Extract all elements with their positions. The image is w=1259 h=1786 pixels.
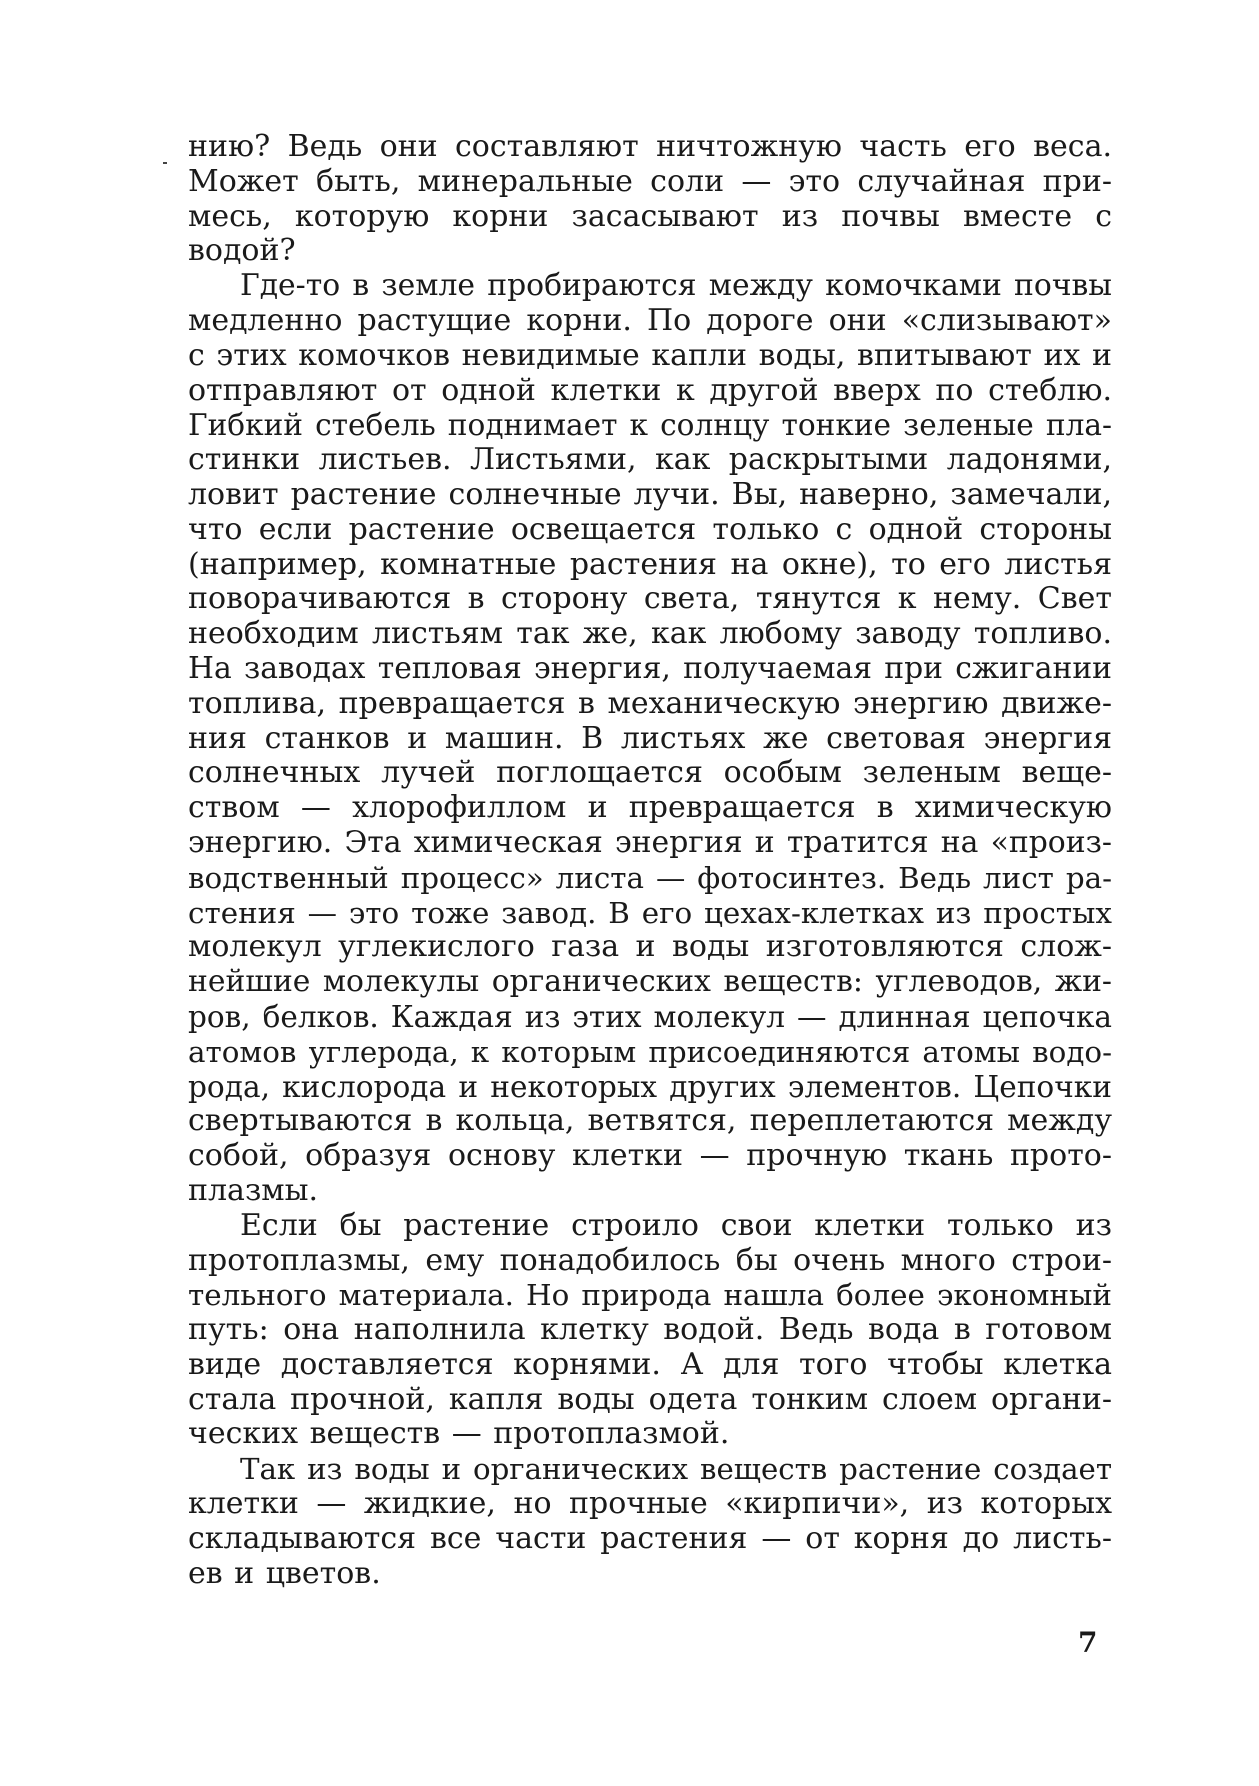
body-text <box>188 130 1112 1591</box>
text-line: протоплазмы, ему понадобилось бы очень много строи- <box>188 1242 1112 1278</box>
text-line: путь: она наполнила клетку водой. Ведь вода в готовом <box>188 1312 1112 1348</box>
text-line: молекул углекислого газа и воды изготовляются слож- <box>188 929 1112 965</box>
text-line: складываются все части растения — от корня до листь- <box>188 1520 1112 1556</box>
text-line: нию? Ведь они составляют ничтожную часть его веса. <box>188 129 1112 164</box>
text-line: необходим листьям так же, как любому заводу топливо. <box>188 616 1112 652</box>
text-line: клетки — жидкие, но прочные «кирпичи», из которых <box>188 1486 1112 1522</box>
text-line: Так из воды и органических веществ растение создает <box>240 1452 1112 1487</box>
text-line: энергию. Эта химическая энергия и тратится на «произ- <box>188 824 1112 860</box>
text-line: Где-то в земле пробираются между комочками почвы <box>240 268 1112 304</box>
text-line: На заводах тепловая энергия, получаемая при сжигании <box>188 650 1112 686</box>
paragraph-4 <box>188 1452 1112 1591</box>
text-line: с этих комочков невидимые капли воды, впитывают их и <box>188 337 1112 373</box>
text-line: поворачиваются в сторону света, тянутся к нему. Свет <box>188 581 1112 617</box>
text-line: стинки листьев. Листьями, как раскрытыми ладонями, <box>188 442 1112 478</box>
text-line: водой? <box>188 233 296 269</box>
text-line: Гибкий стебель поднимает к солнцу тонкие зеленые пла- <box>188 408 1112 443</box>
text-line: (например, комнатные растения на окне), то его листья <box>188 546 1112 582</box>
text-line: атомов углерода, к которым присоединяются атомы водо- <box>188 1034 1112 1069</box>
text-line: ловит растение солнечные лучи. Вы, наверно, замечали, <box>188 476 1112 512</box>
page-number: 7 <box>1078 1626 1098 1659</box>
text-line: топлива, превращается в механическую энергию движе- <box>188 685 1112 721</box>
text-line: Если бы растение строило свои клетки только из <box>240 1207 1112 1243</box>
text-line: что если растение освещается только с одной стороны <box>188 511 1112 547</box>
text-line: плазмы. <box>188 1172 319 1208</box>
text-line: стения — это тоже завод. В его цехах-клетках из простых <box>188 895 1112 930</box>
text-line: ров, белков. Каждая из этих молекул — длинная цепочка <box>188 999 1112 1034</box>
text-line: виде доставляется корнями. А для того чтобы клетка <box>188 1346 1112 1382</box>
text-line: месь, которую корни засасывают из почвы вместе с <box>188 198 1112 234</box>
text-line: ев и цветов. <box>188 1555 381 1591</box>
text-line: отправляют от одной клетки к другой вверх по стеблю. <box>188 372 1112 408</box>
text-line: ством — хлорофиллом и превращается в химическую <box>188 790 1112 826</box>
text-line: ческих веществ — протоплазмой. <box>188 1416 730 1452</box>
text-line: нейшие молекулы органических веществ: углеводов, жи- <box>188 964 1112 1000</box>
paragraph-1 <box>188 130 1112 269</box>
text-line: солнечных лучей поглощается особым зеленым веще- <box>188 755 1112 791</box>
paragraph-3 <box>188 1209 1112 1453</box>
text-line: тельного материала. Но природа нашла более экономный <box>188 1278 1112 1313</box>
text-line: рода, кислорода и некоторых других элементов. Цепочки <box>188 1069 1112 1104</box>
text-line: медленно растущие корни. По дороге они «слизывают» <box>188 302 1112 338</box>
text-line: водственный процесс» листа — фотосинтез. Ведь лист ра- <box>188 860 1112 895</box>
print-speck <box>163 162 167 164</box>
text-line: собой, образуя основу клетки — прочную ткань прото- <box>188 1138 1112 1174</box>
paragraph-2 <box>188 269 1112 1209</box>
text-line: свертываются в кольца, ветвятся, переплетаются между <box>188 1103 1112 1139</box>
text-line: стала прочной, капля воды одета тонким слоем органи- <box>188 1381 1112 1417</box>
text-line: ния станков и машин. В листьях же световая энергия <box>188 720 1112 756</box>
text-line: Может быть, минеральные соли — это случайная при- <box>188 163 1112 199</box>
